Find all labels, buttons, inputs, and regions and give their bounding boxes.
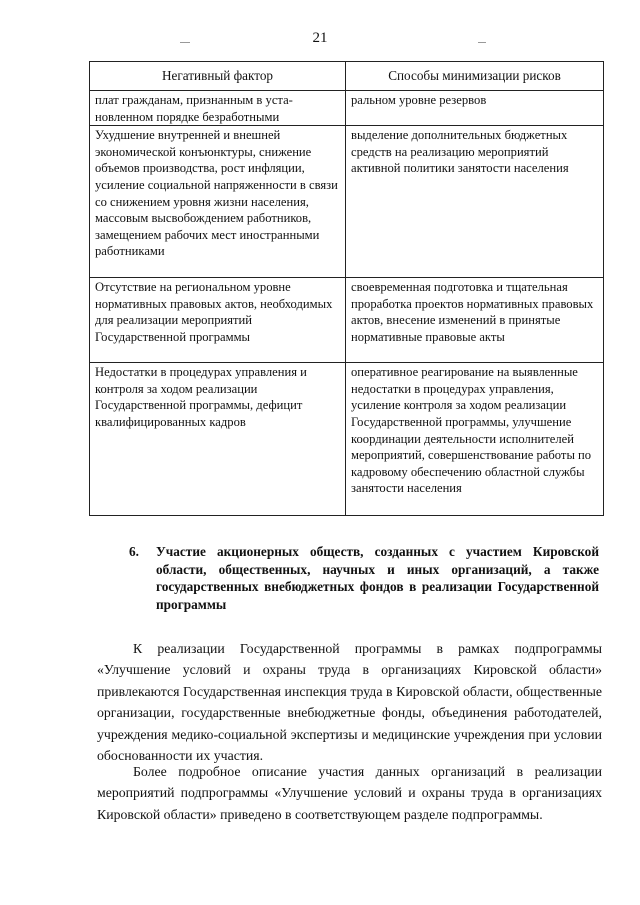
page-number: 21 xyxy=(312,30,328,46)
scan-mark-right xyxy=(478,42,486,43)
mitigation-cell: ральном уровне резервов xyxy=(346,91,604,126)
section-heading xyxy=(129,543,599,613)
factor-cell: Недостатки в процедурах управления и контроля за ходом реализации Государственной программы, дефицит квалифицированных кадров xyxy=(90,363,346,516)
mitigation-cell: оперативное реагирование на выявленные недостатки в процедурах управления, усиление контроля за ходом реализации Государственной программы, улучшение координации деятельности исполнителей мероприятий, совершенствование работы по кадровому обеспечению областной службы занятости населения xyxy=(346,363,604,516)
risk-table xyxy=(89,61,604,516)
table-row xyxy=(90,91,604,126)
header-negative-factor: Негативный фактор xyxy=(90,62,346,91)
factor-cell: Ухудшение внутренней и внешней экономической конъюнктуры, снижение объемов производства, рост инфляции, усиление социальной напряженности в связи со снижением уровня жизни населения, массовым высвобождением работников, замещением рабочих мест иностранными работниками xyxy=(90,126,346,278)
paragraph-1: К реализации Государственной программы в рамках подпрограммы «Улучшение условий и охраны труда в организациях Кировской области» привлекаются Государственная инспекция труда в Кировской области, общественные организации, государственные внебюджетные фонды, объединения работодателей, учреждения медико-социальной экспертизы и медицинские учреждения при условии обоснованности их участия. xyxy=(97,641,602,764)
scan-mark-left xyxy=(180,42,190,43)
section-title: Участие акционерных обществ, созданных с участием Кировской области, общественных, научных и иных организаций, а также государственных внебюджетных фондов в реализации Государственной программы xyxy=(156,544,599,612)
table-header-row xyxy=(90,62,604,91)
paragraph-2: Более подробное описание участия данных организаций в реализации мероприятий подпрограммы «Улучшение условий и охраны труда в организациях Кировской области» приведено в соответствующем разделе подпрограммы. xyxy=(97,764,602,822)
table-row xyxy=(90,278,604,363)
table-row xyxy=(90,126,604,278)
mitigation-cell: выделение дополнительных бюджетных средств на реализацию мероприятий активной политики занятости населения xyxy=(346,126,604,278)
section-number: 6. xyxy=(129,544,139,559)
mitigation-cell: своевременная подготовка и тщательная проработка проектов нормативных правовых актов, внесение изменений в принятые нормативные правовые акты xyxy=(346,278,604,363)
factor-cell: плат гражданам, признанным в установленном порядке безработными xyxy=(90,91,346,126)
header-risk-mitigation: Способы минимизации рисков xyxy=(346,62,604,91)
factor-cell: Отсутствие на региональном уровне нормативных правовых актов, необходимых для реализации мероприятий Государственной программы xyxy=(90,278,346,363)
table-row xyxy=(90,363,604,516)
